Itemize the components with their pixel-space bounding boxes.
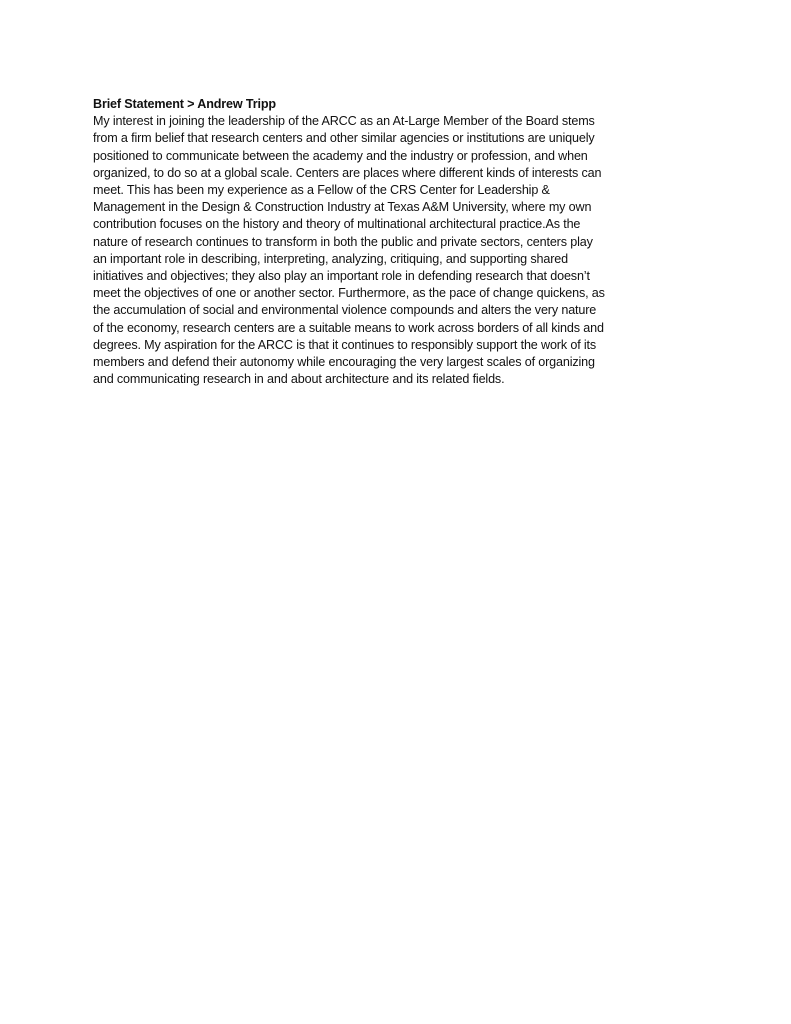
body-line: members and defend their autonomy while encouraging the very largest scales of organizing xyxy=(93,355,595,370)
body-line: positioned to communicate between the academy and the industry or profession, and when xyxy=(93,148,588,163)
body-line: initiatives and objectives; they also play an important role in defending research that doesn’t xyxy=(93,269,590,284)
body-line: meet the objectives of one or another sector. Furthermore, as the pace of change quickens, as xyxy=(93,286,605,301)
body-line: meet. This has been my experience as a Fellow of the CRS Center for Leadership & xyxy=(93,183,550,198)
body-line: and communicating research in and about architecture and its related fields. xyxy=(93,372,505,387)
body-line: Management in the Design & Construction Industry at Texas A&M University, where my own xyxy=(93,200,592,215)
statement-content xyxy=(93,96,705,388)
body-line: from a firm belief that research centers and other similar agencies or institutions are uniquely xyxy=(93,131,595,146)
body-line: degrees. My aspiration for the ARCC is that it continues to responsibly support the work of its xyxy=(93,337,597,352)
body-line: organized, to do so at a global scale. Centers are places where different kinds of interests can xyxy=(93,165,602,180)
body-line: nature of research continues to transform in both the public and private sectors, centers play xyxy=(93,234,593,249)
body-line: of the economy, research centers are a suitable means to work across borders of all kinds and xyxy=(93,320,604,335)
statement-title: Brief Statement > Andrew Tripp xyxy=(93,97,276,111)
body-line: contribution focuses on the history and theory of multinational architectural practice.As the xyxy=(93,217,581,232)
body-line: My interest in joining the leadership of the ARCC as an At-Large Member of the Board stems xyxy=(93,114,595,129)
body-line: the accumulation of social and environmental violence compounds and alters the very nature xyxy=(93,303,597,318)
body-line: an important role in describing, interpreting, analyzing, critiquing, and supporting shared xyxy=(93,251,568,266)
statement-body xyxy=(93,113,705,388)
